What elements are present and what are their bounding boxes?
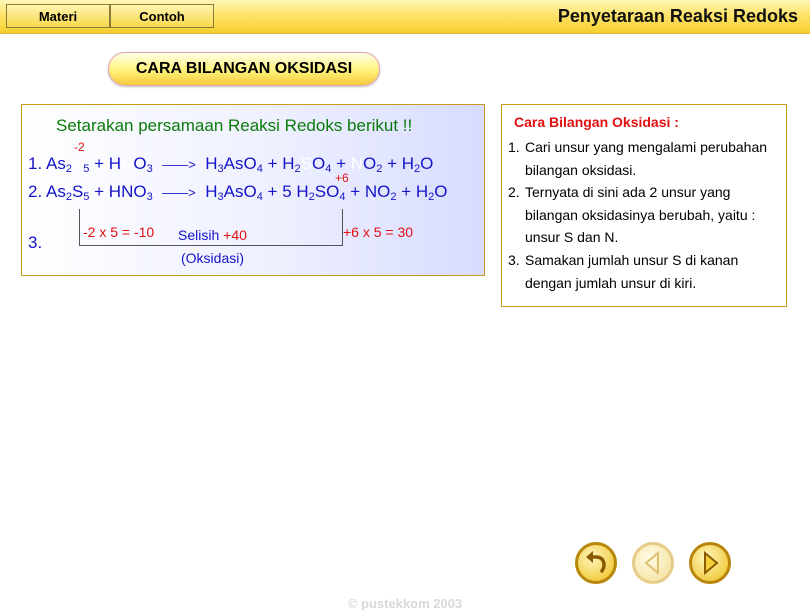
subscript: 4 <box>339 191 346 203</box>
reaction-arrow: ——> <box>162 157 196 172</box>
hidden-element-n: N <box>350 154 364 173</box>
step-text: Cari unsur yang mengalami perubahan bilangan oksidasi. <box>525 139 768 178</box>
back-icon <box>578 545 614 581</box>
subscript: 2 <box>308 191 315 203</box>
subscript: 3 <box>146 191 153 203</box>
list-item <box>508 136 782 181</box>
oxidation-number-left: -2 <box>74 140 85 154</box>
step-number: 2. <box>508 184 520 200</box>
formula-part: AsO <box>223 182 257 201</box>
subscript: 2 <box>414 163 421 175</box>
instruction-text: Setarakan persamaan Reaksi Redoks berikut !! <box>56 116 413 135</box>
step-text: Samakan jumlah unsur S di kanan dengan jumlah unsur di kiri. <box>525 252 739 291</box>
list-item <box>508 249 782 294</box>
subscript: 2 <box>428 191 435 203</box>
equation-number: 2. <box>28 182 43 201</box>
subscript: 3 <box>217 191 224 203</box>
formula-part: H <box>205 182 218 201</box>
equation-number: 1. <box>28 154 43 173</box>
subscript: 2 <box>376 163 383 175</box>
oxidation-number-right: +6 <box>335 171 349 185</box>
app-title: Penyetaraan Reaksi Redoks <box>557 6 798 26</box>
equation-2 <box>28 182 448 203</box>
formula-part: O <box>311 154 326 173</box>
formula-part: AsO <box>223 154 257 173</box>
step-number: 1. <box>508 139 520 155</box>
formula-part: O <box>434 182 448 201</box>
hidden-element-s: S <box>300 154 312 173</box>
formula-part: SO <box>314 182 340 201</box>
tab-materi[interactable]: Materi <box>6 4 110 28</box>
explanation-panel <box>501 104 787 307</box>
formula-part: + HNO <box>94 182 147 201</box>
formula-part: + H <box>267 154 295 173</box>
formula-part: S <box>71 182 84 201</box>
formula-part: + H <box>401 182 429 201</box>
selisih-value: +40 <box>223 227 247 243</box>
next-button[interactable] <box>689 542 731 584</box>
subscript: 2 <box>65 163 72 175</box>
formula-part: + H <box>387 154 415 173</box>
subscript: 5 <box>83 163 90 175</box>
previous-icon <box>635 545 671 581</box>
list-item <box>508 181 782 249</box>
selisih-label: Selisih <box>178 227 220 243</box>
equation-1 <box>28 154 433 175</box>
step-text: Ternyata di sini ada 2 unsur yang bilangan oksidasinya berubah, yaitu : unsur S dan N. <box>525 184 756 245</box>
back-button[interactable] <box>575 542 617 584</box>
section-title: CARA BILANGAN OKSIDASI <box>108 52 380 86</box>
copyright-footer: © pustekkom 2003 <box>347 596 463 611</box>
right-calculation: +6 x 5 = 30 <box>343 224 414 240</box>
formula-part: As <box>45 182 66 201</box>
reaction-arrow: ——> <box>162 185 196 200</box>
subscript: 2 <box>65 191 72 203</box>
tab-contoh[interactable]: Contoh <box>110 4 214 28</box>
next-icon <box>692 545 728 581</box>
equation-3-number: 3. <box>28 233 43 252</box>
subscript: 4 <box>325 163 332 175</box>
oxidation-label: (Oksidasi) <box>181 250 245 266</box>
formula-part: + <box>336 154 346 173</box>
formula-part: + H <box>94 154 122 173</box>
formula-part: O <box>133 154 147 173</box>
formula-part: + 5 H <box>267 182 309 201</box>
explanation-title: Cara Bilangan Oksidasi : <box>514 114 679 130</box>
formula-part: O <box>363 154 377 173</box>
formula-part: As <box>45 154 66 173</box>
top-bar <box>0 0 810 34</box>
left-calculation: -2 x 5 = -10 <box>83 224 155 240</box>
formula-part: + NO <box>350 182 391 201</box>
subscript: 4 <box>256 163 263 175</box>
subscript: 5 <box>83 191 90 203</box>
step-number: 3. <box>508 252 520 268</box>
subscript: 3 <box>146 163 153 175</box>
formula-part: H <box>205 154 218 173</box>
formula-part: O <box>420 154 434 173</box>
subscript: 3 <box>217 163 224 175</box>
subscript: 2 <box>390 191 397 203</box>
previous-button[interactable] <box>632 542 674 584</box>
hidden-element-s: S <box>71 154 84 173</box>
difference-label <box>178 227 247 243</box>
equation-panel <box>21 104 485 276</box>
subscript: 2 <box>294 163 301 175</box>
hidden-element-n: N <box>121 154 134 173</box>
subscript: 4 <box>256 191 263 203</box>
